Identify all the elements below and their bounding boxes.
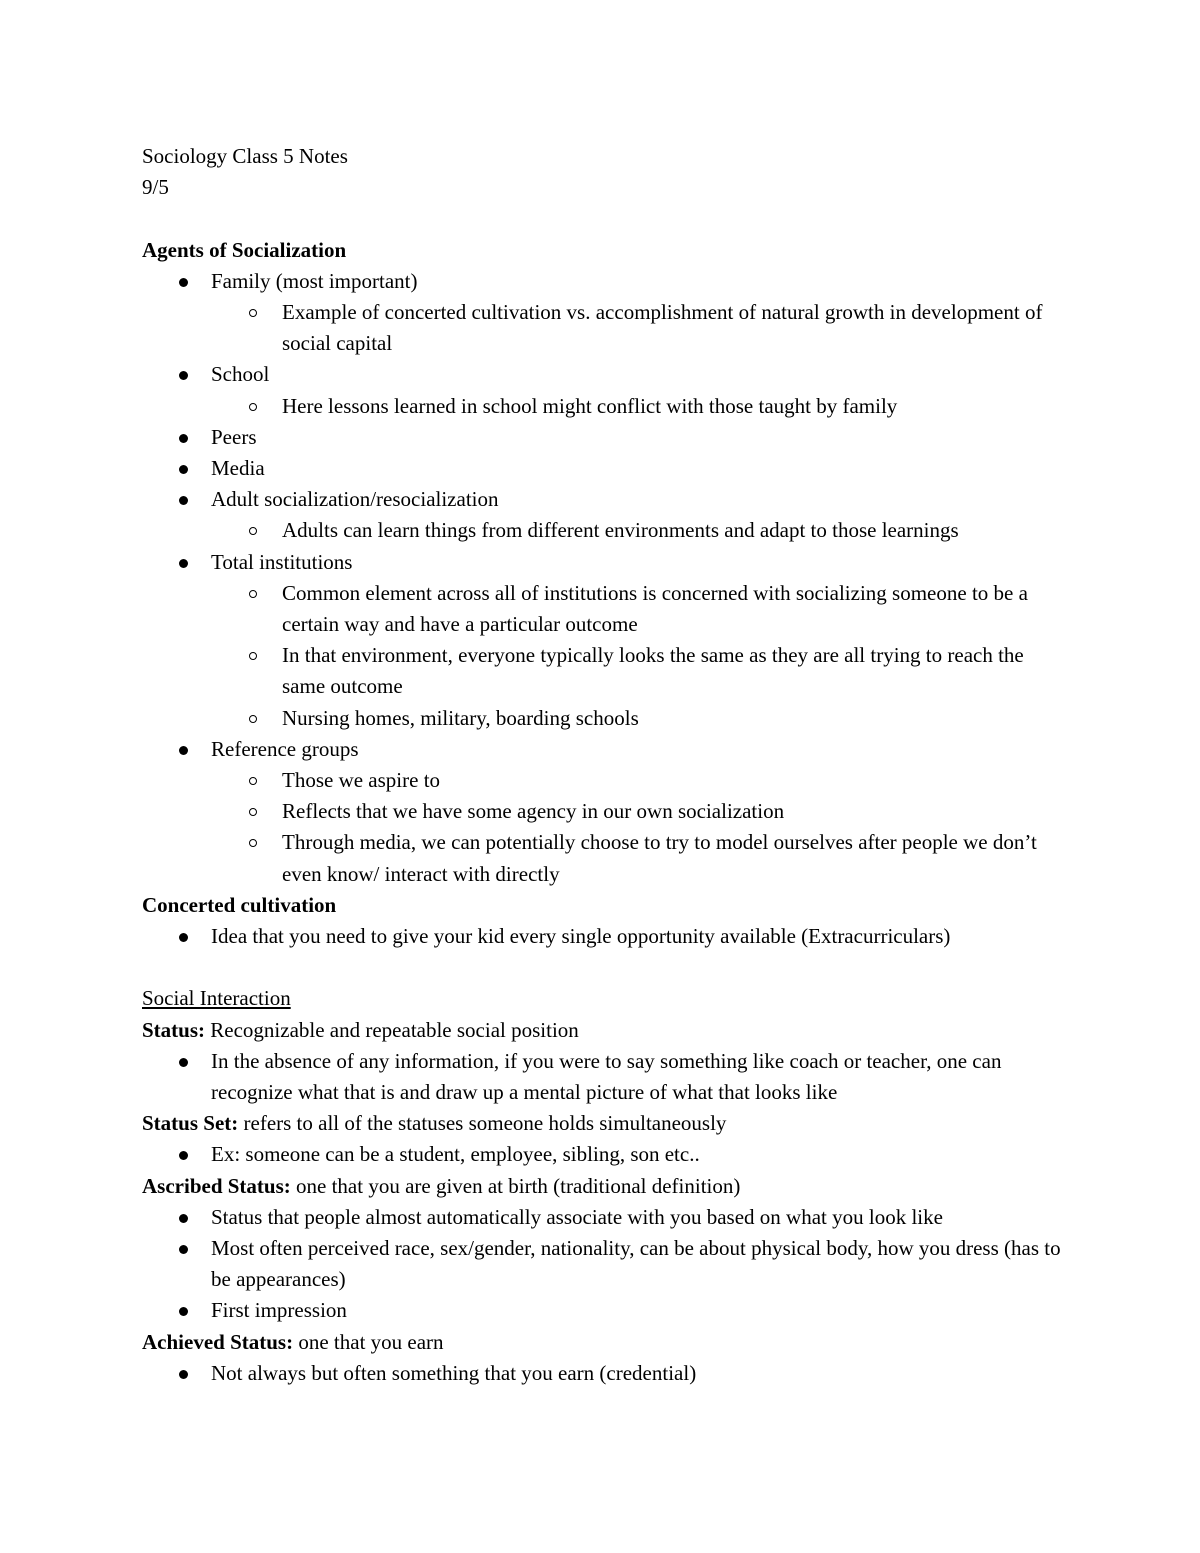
list-item: Peers bbox=[142, 422, 1072, 453]
hollow-bullet-icon bbox=[249, 297, 257, 317]
list-item: Media bbox=[142, 453, 1072, 484]
ascribed-status-definition: Ascribed Status: one that you are given at birth (traditional definition) bbox=[142, 1173, 741, 1198]
list-item: Adult socialization/resocialization bbox=[142, 484, 1072, 515]
agents-heading: Agents of Socialization bbox=[142, 237, 347, 262]
hollow-bullet-icon bbox=[249, 796, 257, 816]
list-item: Those we aspire to bbox=[142, 765, 1072, 796]
bullet-icon bbox=[179, 547, 188, 568]
list-item: Here lessons learned in school might conflict with those taught by family bbox=[142, 391, 1072, 422]
hollow-bullet-icon bbox=[249, 640, 257, 660]
bullet-icon bbox=[179, 1358, 188, 1379]
list-item: Example of concerted cultivation vs. accomplishment of natural growth in development of social capital bbox=[142, 297, 1072, 359]
spacer bbox=[142, 952, 1072, 983]
concerted-heading: Concerted cultivation bbox=[142, 892, 337, 917]
list-item: Family (most important) bbox=[142, 266, 1072, 297]
list-item: Total institutions bbox=[142, 547, 1072, 578]
hollow-bullet-icon bbox=[249, 765, 257, 785]
list-item: Status that people almost automatically associate with you based on what you look like bbox=[142, 1202, 1072, 1233]
status-definition: Status: Recognizable and repeatable social position bbox=[142, 1017, 579, 1042]
list-item: First impression bbox=[142, 1295, 1072, 1326]
document-date: 9/5 bbox=[142, 175, 169, 200]
status-set-definition: Status Set: refers to all of the statuses someone holds simultaneously bbox=[142, 1111, 727, 1136]
bullet-icon bbox=[179, 1139, 188, 1160]
list-item: Idea that you need to give your kid every single opportunity available (Extracurriculars) bbox=[142, 921, 1072, 952]
bullet-icon bbox=[179, 734, 188, 755]
list-item: Through media, we can potentially choose to try to model ourselves after people we don’t even know/ interact with directly bbox=[142, 827, 1072, 889]
bullet-icon bbox=[179, 1295, 188, 1316]
document-title: Sociology Class 5 Notes bbox=[142, 144, 348, 168]
list-item: Common element across all of institutions is concerned with socializing someone to be a certain way and have a particular outcome bbox=[142, 578, 1072, 640]
bullet-icon bbox=[179, 1046, 188, 1067]
list-item: In the absence of any information, if you were to say something like coach or teacher, one can recognize what that is and draw up a mental picture of what that looks like bbox=[142, 1046, 1072, 1108]
bullet-icon bbox=[179, 1233, 188, 1254]
hollow-bullet-icon bbox=[249, 578, 257, 598]
list-item: Reference groups bbox=[142, 734, 1072, 765]
hollow-bullet-icon bbox=[249, 515, 257, 535]
hollow-bullet-icon bbox=[249, 391, 257, 411]
bullet-icon bbox=[179, 266, 188, 287]
list-item: School bbox=[142, 359, 1072, 390]
social-interaction-heading: Social Interaction bbox=[142, 986, 291, 1011]
list-item: Nursing homes, military, boarding schools bbox=[142, 703, 1072, 734]
bullet-icon bbox=[179, 359, 188, 380]
hollow-bullet-icon bbox=[249, 703, 257, 723]
bullet-icon bbox=[179, 921, 188, 942]
bullet-icon bbox=[179, 453, 188, 474]
spacer bbox=[142, 203, 1072, 234]
list-item: Most often perceived race, sex/gender, nationality, can be about physical body, how you dress (has to be appearances) bbox=[142, 1233, 1072, 1295]
list-item: Ex: someone can be a student, employee, sibling, son etc.. bbox=[142, 1139, 1072, 1170]
list-item: Adults can learn things from different environments and adapt to those learnings bbox=[142, 515, 1072, 546]
bullet-icon bbox=[179, 484, 188, 505]
list-item: Not always but often something that you earn (credential) bbox=[142, 1358, 1072, 1389]
bullet-icon bbox=[179, 1202, 188, 1223]
hollow-bullet-icon bbox=[249, 827, 257, 847]
bullet-icon bbox=[179, 422, 188, 443]
list-item: Reflects that we have some agency in our own socialization bbox=[142, 796, 1072, 827]
notes-content bbox=[142, 141, 1072, 1389]
list-item: In that environment, everyone typically looks the same as they are all trying to reach the same outcome bbox=[142, 640, 1072, 702]
achieved-status-definition: Achieved Status: one that you earn bbox=[142, 1329, 444, 1354]
